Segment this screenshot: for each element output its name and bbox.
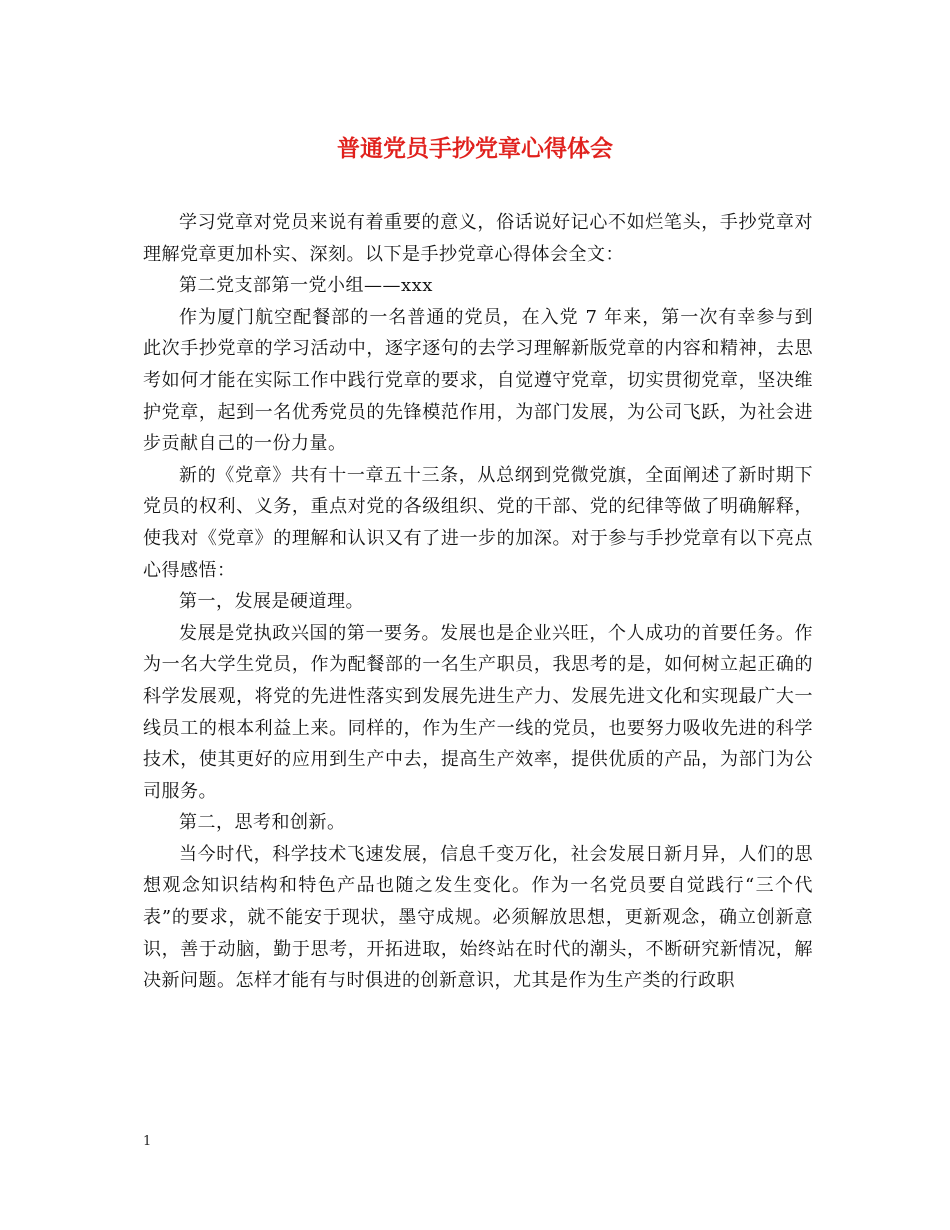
- document-body: [143, 207, 813, 997]
- paragraph-point-two-heading: 第二，思考和创新。: [179, 812, 346, 834]
- paragraph-point-one-body: 发展是党执政兴国的第一要务。发展也是企业兴旺，个人成功的首要任务。作为一名大学生党员，作为配餐部的一名生产职员，我思考的是，如何树立起正确的科学发展观，将党的先进性落实到发展先进生产力、发展先进文化和实现最广大一线员工的根本利益上来。同样的，作为生产一线的党员，也要努力吸收先进的科学技术，使其更好的应用到生产中去，提高生产效率，提供优质的产品，为部门为公司服务。: [143, 622, 813, 802]
- paragraph-point-two-body: 当今时代，科学技术飞速发展，信息千变万化，社会发展日新月异，人们的思想观念知识结构和特色产品也随之发生变化。作为一名党员要自觉践行“三个代表”的要求，就不能安于现状，墨守成规。必须解放思想，更新观念，确立创新意识，善于动脑，勤于思考，开拓进取，始终站在时代的潮头，不断研究新情况，解决新问题。怎样才能有与时俱进的创新意识，尤其是作为生产类的行政职: [143, 843, 813, 992]
- paragraph-author: 第二党支部第一党小组——xxx: [179, 275, 433, 297]
- paragraph-intro: 学习党章对党员来说有着重要的意义，俗话说好记心不如烂笔头，手抄党章对理解党章更加朴实、深刻。以下是手抄党章心得体会全文：: [143, 212, 813, 265]
- document-title: 普通党员手抄党章心得体会: [337, 135, 613, 162]
- paragraph-experience: 作为厦门航空配餐部的一名普通的党员，在入党 7 年来，第一次有幸参与到此次手抄党章的学习活动中，逐字逐句的去学习理解新版党章的内容和精神，去思考如何才能在实际工作中践行党章的要求，自觉遵守党章，切实贯彻党章，坚决维护党章，起到一名优秀党员的先锋模范作用，为部门发展，为公司飞跃，为社会进步贡献自己的一份力量。: [143, 306, 813, 455]
- page-number: 1: [143, 1134, 152, 1149]
- paragraph-new-charter: 新的《党章》共有十一章五十三条，从总纲到党微党旗，全面阐述了新时期下党员的权利、义务，重点对党的各级组织、党的干部、党的纪律等做了明确解释，使我对《党章》的理解和认识又有了进一步的加深。对于参与手抄党章有以下亮点心得感悟：: [143, 464, 813, 581]
- paragraph-point-one-heading: 第一，发展是硬道理。: [179, 591, 364, 613]
